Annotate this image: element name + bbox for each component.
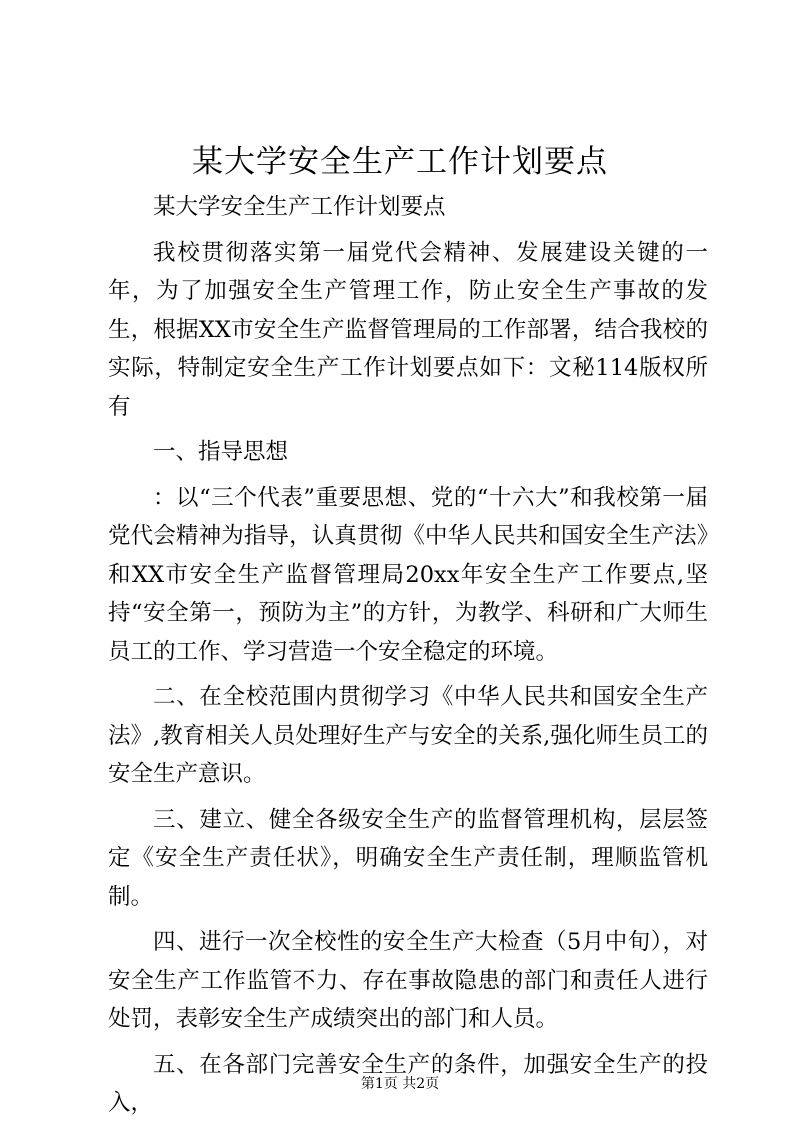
document-title: 某大学安全生产工作计划要点	[192, 144, 608, 180]
paragraph-item-two: 二、在全校范围内贯彻学习《中华人民共和国安全生产法》,教育相关人员处理好生产与安全的关系,强化师生员工的安全生产意识。	[108, 684, 708, 787]
paragraph-subtitle: 某大学安全生产工作计划要点	[153, 194, 446, 220]
paragraph-intro: 我校贯彻落实第一届党代会精神、发展建设关键的一年，为了加强安全生产管理工作，防止安全生产事故的发生，根据XX市安全生产监督管理局的工作部署，结合我校的实际，特制定安全生产工作计划要点如下：文秘114版权所有	[108, 239, 708, 420]
page-footer: 第1页 共2页	[360, 1076, 440, 1092]
paragraph-guiding-ideology: ：以“三个代表”重要思想、党的“十六大”和我校第一届党代会精神为指导，认真贯彻《中华人民共和国安全生产法》和XX市安全生产监督管理局20xx年安全生产工作要点,坚持“安全第一，预防为主”的方针，为教学、科研和广大师生员工的工作、学习营造一个安全稳定的环境。	[108, 484, 708, 665]
paragraph-item-four: 四、进行一次全校性的安全生产大检查（5月中旬），对安全生产工作监管不力、存在事故隐患的部门和责任人进行处罚，表彰安全生产成绩突出的部门和人员。	[108, 929, 708, 1032]
document-body	[108, 188, 708, 1130]
section-heading-guiding-ideology: 一、指导思想	[153, 439, 289, 465]
paragraph-item-three: 三、建立、健全各级安全生产的监督管理机构，层层签定《安全生产责任状》，明确安全生产责任制，理顺监管机制。	[108, 806, 708, 910]
paragraph-item-five: 五、在各部门完善安全生产的条件，加强安全生产的投入，	[108, 1051, 708, 1116]
